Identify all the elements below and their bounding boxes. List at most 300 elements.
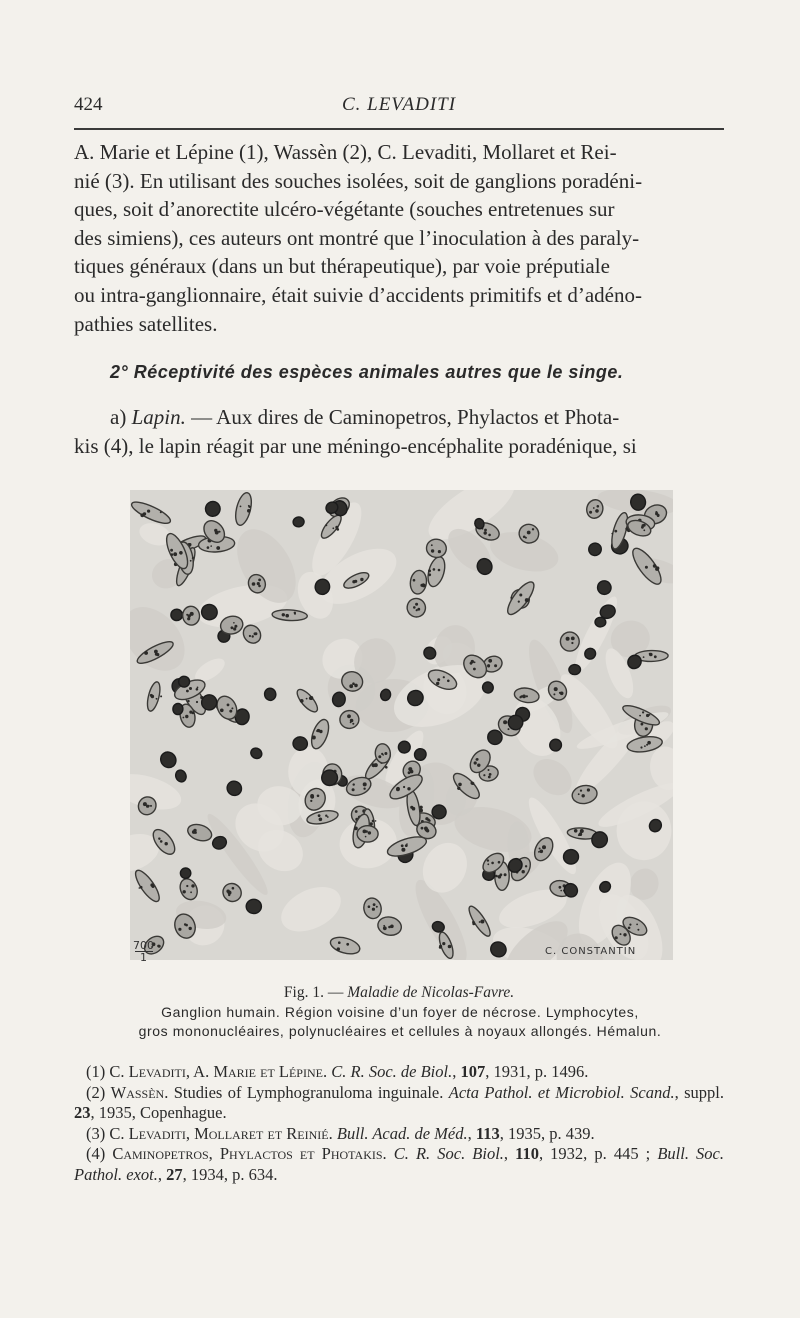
- chromatin-dot: [196, 701, 198, 703]
- chromatin-dot: [649, 714, 651, 716]
- chromatin-dot: [419, 806, 422, 809]
- chromatin-dot: [375, 820, 377, 822]
- chromatin-dot: [372, 820, 375, 823]
- chromatin-dot: [310, 795, 314, 799]
- chromatin-dot: [539, 848, 541, 850]
- footnote-title: Studies of Lymphogranuloma inguinale.: [168, 1082, 449, 1102]
- chromatin-dot: [374, 763, 378, 767]
- chromatin-dot: [403, 786, 405, 788]
- chromatin-dot: [147, 510, 150, 513]
- chromatin-dot: [178, 928, 181, 931]
- chromatin-dot: [355, 810, 358, 813]
- footnote-authors: Caminopetros, Phylactos et Photakis.: [112, 1144, 387, 1163]
- chromatin-dot: [480, 920, 484, 924]
- chromatin-dot: [526, 695, 528, 697]
- chromatin-dot: [479, 921, 481, 923]
- chromatin-dot: [431, 544, 433, 546]
- chromatin-dot: [312, 736, 316, 740]
- running-head: [74, 94, 724, 118]
- magnification-numerator: 700: [133, 939, 154, 952]
- chromatin-dot: [332, 527, 334, 529]
- footnote-volume: 113: [475, 1123, 500, 1143]
- chromatin-dot: [421, 827, 424, 830]
- cell-nucleus: [560, 632, 580, 652]
- chromatin-dot: [488, 534, 491, 537]
- chromatin-dot: [645, 727, 648, 730]
- chromatin-dot: [216, 546, 220, 550]
- chromatin-dot: [171, 553, 174, 556]
- chromatin-dot: [473, 668, 476, 671]
- chromatin-dot: [611, 533, 613, 535]
- footnote-volume: 27: [166, 1164, 183, 1184]
- chromatin-dot: [139, 887, 141, 889]
- histology-figure: [130, 490, 673, 960]
- chromatin-dot: [144, 651, 148, 655]
- chromatin-dot: [360, 578, 363, 581]
- chromatin-dot: [189, 927, 192, 930]
- chromatin-dot: [636, 924, 638, 926]
- chromatin-dot: [640, 746, 642, 748]
- chromatin-dot: [428, 569, 431, 572]
- chromatin-dot: [488, 769, 490, 771]
- chromatin-dot: [233, 627, 236, 630]
- chromatin-dot: [325, 524, 327, 526]
- chromatin-dot: [282, 613, 285, 616]
- chromatin-dot: [396, 788, 400, 792]
- chromatin-dot: [644, 745, 646, 747]
- chromatin-dot: [376, 906, 378, 908]
- text-line: A. Marie et Lépine (1), Wassèn (2), C. Levaditi, Mollaret et Rei-: [74, 140, 617, 164]
- chromatin-dot: [189, 687, 192, 690]
- chromatin-dot: [384, 752, 387, 755]
- chromatin-dot: [641, 723, 644, 726]
- chromatin-dot: [160, 695, 162, 697]
- chromatin-dot: [365, 830, 368, 833]
- chromatin-dot: [580, 829, 584, 833]
- chromatin-dot: [641, 526, 644, 529]
- chromatin-dot: [582, 794, 585, 797]
- chromatin-dot: [472, 921, 475, 924]
- chromatin-dot: [363, 788, 365, 790]
- chromatin-dot: [615, 936, 618, 939]
- caption-line: Ganglion humain. Région voisine d’un foyer de nécrose. Lymphocytes,: [161, 1004, 639, 1020]
- chromatin-dot: [234, 625, 237, 628]
- chromatin-dot: [294, 613, 296, 615]
- text-line: kis (4), le lapin réagit par une méningo-encéphalite poradénique, si: [74, 433, 637, 458]
- chromatin-dot: [390, 925, 394, 929]
- chromatin-dot: [540, 850, 544, 854]
- footnote-volume: 107: [460, 1062, 486, 1081]
- chromatin-dot: [527, 531, 531, 535]
- chromatin-dot: [220, 709, 224, 713]
- chromatin-dot: [571, 642, 573, 644]
- chromatin-dot: [503, 720, 507, 724]
- chromatin-dot: [488, 776, 491, 779]
- footnote-3: (3) C. Levaditi, Mollaret et Reinié. Bull. Acad. de Méd., 113, 1935, p. 439.: [86, 1123, 595, 1143]
- cell-nucleus: [292, 516, 304, 527]
- chromatin-dot: [365, 836, 367, 838]
- chromatin-dot: [508, 728, 510, 730]
- chromatin-dot: [425, 828, 429, 832]
- chromatin-dot: [645, 566, 648, 569]
- chromatin-dot: [183, 890, 186, 893]
- chromatin-dot: [419, 809, 423, 813]
- chromatin-dot: [183, 717, 185, 719]
- chromatin-dot: [401, 844, 404, 847]
- cell-nucleus: [563, 849, 579, 864]
- chromatin-dot: [354, 827, 358, 831]
- footnote-4: (4) Caminopetros, Phylactos et Photakis. C. R. Soc. Biol., 110, 1932, p. 445 ; Bull. Soc. Pathol. exot., 27, 1934, p. 634.: [74, 1144, 724, 1184]
- chromatin-dot: [593, 507, 595, 509]
- chromatin-dot: [442, 942, 445, 945]
- chromatin-dot: [614, 530, 617, 533]
- chromatin-dot: [538, 851, 540, 853]
- chromatin-dot: [476, 758, 478, 760]
- artist-signature: C. CONSTANTIN: [545, 946, 637, 957]
- chromatin-dot: [643, 656, 645, 658]
- chromatin-dot: [240, 506, 242, 508]
- chromatin-dot: [327, 816, 329, 818]
- chromatin-dot: [439, 945, 442, 948]
- chromatin-dot: [370, 822, 373, 825]
- chromatin-dot: [458, 783, 462, 787]
- chromatin-dot: [248, 505, 250, 507]
- chromatin-dot: [643, 529, 645, 531]
- magnification-mark: [133, 940, 154, 963]
- text-line: ques, soit d’anorectite ulcéro-végétante (souches entretenues sur: [74, 197, 615, 222]
- chromatin-dot: [447, 680, 450, 683]
- footnote-journal: C. R. Soc. Biol.: [386, 1144, 504, 1163]
- chromatin-dot: [525, 865, 527, 867]
- text-line: tiques généraux (dans un but thérapeutique), par voie préputiale: [74, 254, 610, 279]
- chromatin-dot: [553, 693, 555, 695]
- chromatin-dot: [578, 834, 580, 836]
- chromatin-dot: [227, 704, 230, 707]
- chromatin-dot: [522, 695, 526, 699]
- item-label: a): [110, 405, 132, 429]
- chromatin-dot: [186, 885, 188, 887]
- chromatin-dot: [559, 886, 562, 889]
- chromatin-dot: [637, 929, 639, 931]
- chromatin-dot: [448, 945, 452, 949]
- chromatin-dot: [587, 788, 590, 791]
- chromatin-dot: [422, 583, 424, 585]
- chromatin-dot: [656, 566, 660, 570]
- chromatin-dot: [437, 678, 440, 681]
- chromatin-dot: [589, 511, 592, 514]
- chromatin-dot: [317, 795, 320, 798]
- chromatin-dot: [189, 711, 192, 714]
- chromatin-dot: [353, 783, 355, 785]
- chromatin-dot: [186, 690, 189, 693]
- chromatin-dot: [247, 509, 251, 513]
- footnote-rest: , 1934, p. 634.: [182, 1164, 278, 1184]
- chromatin-dot: [417, 608, 420, 611]
- footnote-number: (4): [86, 1144, 113, 1163]
- chromatin-dot: [146, 805, 149, 808]
- chromatin-dot: [436, 682, 439, 685]
- footnote-authors: Wassèn.: [110, 1082, 169, 1102]
- footnote-journal: Acta Pathol. et Microbiol. Scand.: [448, 1082, 675, 1102]
- footnote-journal: Bull. Soc. Pathol. exot.: [74, 1144, 724, 1184]
- chromatin-dot: [425, 817, 428, 820]
- text-line: nié (3). En utilisant des souches isolées, soit de ganglions poradéni-: [74, 168, 643, 193]
- page-number: 424: [74, 94, 103, 115]
- chromatin-dot: [438, 550, 441, 553]
- chromatin-dot: [226, 890, 229, 893]
- running-title: C. LEVADITI: [341, 94, 457, 115]
- chromatin-dot: [471, 782, 474, 785]
- section-heading: 2° Réceptivité des espèces animales autres que le singe.: [110, 362, 624, 382]
- chromatin-dot: [160, 840, 163, 843]
- chromatin-dot: [443, 676, 445, 678]
- chromatin-dot: [383, 926, 387, 930]
- cell-nucleus: [180, 867, 192, 879]
- chromatin-dot: [170, 549, 173, 552]
- chromatin-dot: [152, 885, 155, 888]
- footnotes: [74, 1062, 724, 1185]
- item-title: Lapin.: [131, 405, 186, 429]
- cell-nucleus: [569, 664, 581, 675]
- chromatin-dot: [495, 875, 498, 878]
- footnote-journal: C. R. Soc. de Biol.: [327, 1062, 453, 1081]
- chromatin-dot: [372, 908, 375, 911]
- chromatin-dot: [191, 884, 194, 887]
- chromatin-dot: [300, 699, 304, 703]
- chromatin-dot: [165, 842, 168, 845]
- footnote-text: , 1932, p. 445 ;: [538, 1144, 658, 1163]
- chromatin-dot: [207, 546, 210, 549]
- magnification-denominator: 1: [140, 951, 147, 964]
- chromatin-dot: [522, 870, 525, 873]
- chromatin-dot: [532, 528, 534, 530]
- chromatin-dot: [401, 848, 405, 852]
- chromatin-dot: [150, 805, 152, 807]
- chromatin-dot: [179, 551, 183, 555]
- chromatin-dot: [597, 505, 600, 508]
- footnote-number: (3): [86, 1123, 110, 1143]
- paragraph-continuation: [74, 138, 724, 338]
- footnote-text: , suppl.: [674, 1082, 724, 1102]
- chromatin-dot: [368, 905, 371, 908]
- header-rule: [74, 128, 724, 130]
- chromatin-dot: [519, 594, 522, 597]
- chromatin-dot: [571, 637, 575, 641]
- chromatin-dot: [381, 753, 383, 755]
- chromatin-dot: [317, 729, 320, 732]
- chromatin-dot: [346, 943, 349, 946]
- chromatin-dot: [285, 614, 289, 618]
- chromatin-dot: [160, 511, 162, 513]
- chromatin-dot: [409, 768, 412, 771]
- text-span: — Aux dires de Caminopetros, Phylactos et Phota-: [185, 405, 620, 429]
- chromatin-dot: [196, 688, 199, 691]
- cell-nucleus: [171, 609, 183, 621]
- chromatin-dot: [487, 665, 490, 668]
- text-line: [74, 403, 724, 432]
- chromatin-dot: [483, 774, 485, 776]
- chromatin-dot: [349, 684, 353, 688]
- chromatin-dot: [649, 653, 653, 657]
- chromatin-dot: [647, 741, 651, 745]
- chromatin-dot: [338, 942, 340, 944]
- chromatin-dot: [407, 787, 410, 790]
- chromatin-dot: [354, 684, 358, 688]
- cell-nucleus: [173, 703, 184, 715]
- chromatin-dot: [629, 924, 631, 926]
- chromatin-dot: [319, 818, 323, 822]
- chromatin-dot: [408, 771, 411, 774]
- chromatin-dot: [457, 787, 460, 790]
- chromatin-dot: [518, 601, 520, 603]
- chromatin-dot: [318, 814, 321, 817]
- chromatin-dot: [488, 659, 492, 663]
- cell-nucleus: [322, 770, 338, 785]
- chromatin-dot: [254, 632, 257, 635]
- text-line: des simiens), ces auteurs ont montré que l’inoculation à des paraly-: [74, 225, 640, 250]
- chromatin-dot: [654, 655, 657, 658]
- chromatin-dot: [232, 887, 235, 890]
- chromatin-dot: [428, 573, 431, 576]
- chromatin-dot: [373, 903, 376, 906]
- chromatin-dot: [158, 945, 161, 948]
- chromatin-dot: [595, 509, 599, 513]
- chromatin-dot: [231, 707, 233, 709]
- chromatin-dot: [510, 597, 512, 599]
- chromatin-dot: [646, 744, 648, 746]
- chromatin-dot: [190, 560, 192, 562]
- footnote-authors: C. Levaditi, A. Marie et Lépine.: [109, 1062, 328, 1081]
- text-line: pathies satellites.: [74, 311, 218, 336]
- chromatin-dot: [406, 843, 408, 845]
- footnote-journal: Bull. Acad. de Méd.: [332, 1123, 468, 1143]
- footnote-volume: 110: [515, 1144, 539, 1163]
- chromatin-dot: [574, 829, 578, 833]
- chromatin-dot: [252, 582, 256, 586]
- chromatin-dot: [187, 617, 190, 620]
- chromatin-dot: [219, 531, 221, 533]
- chromatin-dot: [140, 513, 144, 517]
- chromatin-dot: [194, 831, 196, 833]
- chromatin-dot: [337, 528, 340, 531]
- chromatin-dot: [154, 650, 158, 654]
- chromatin-dot: [210, 545, 212, 547]
- chromatin-dot: [350, 719, 354, 723]
- chromatin-dot: [525, 598, 529, 602]
- cell-nucleus: [246, 899, 261, 913]
- chromatin-dot: [477, 764, 480, 767]
- chromatin-dot: [655, 511, 657, 513]
- chromatin-dot: [197, 687, 199, 689]
- footnote-2: [74, 1083, 724, 1124]
- chromatin-dot: [306, 698, 308, 700]
- chromatin-dot: [184, 923, 186, 925]
- chromatin-dot: [337, 947, 340, 950]
- footnote-rest: , 1931, p. 1496.: [485, 1062, 589, 1081]
- chromatin-dot: [187, 700, 189, 702]
- caption-label: Fig. 1. —: [283, 984, 348, 1001]
- caption-title: Maladie de Nicolas-Favre.: [347, 984, 515, 1001]
- footnote-number: (1): [86, 1062, 110, 1081]
- chromatin-dot: [150, 694, 153, 697]
- chromatin-dot: [653, 564, 657, 568]
- chromatin-dot: [474, 761, 477, 764]
- chromatin-dot: [578, 793, 580, 795]
- chromatin-dot: [489, 773, 492, 776]
- chromatin-dot: [428, 820, 430, 822]
- chromatin-dot: [229, 710, 232, 713]
- chromatin-dot: [519, 696, 521, 698]
- chromatin-dot: [231, 626, 234, 629]
- chromatin-dot: [484, 531, 487, 534]
- paragraph-lapin: [74, 403, 724, 460]
- figure-caption: [90, 1003, 710, 1041]
- chromatin-dot: [156, 698, 158, 700]
- caption-line: gros mononucléaires, polynucléaires et cellules à noyaux allongés. Hémalun.: [138, 1023, 662, 1039]
- chromatin-dot: [352, 723, 354, 725]
- chromatin-dot: [249, 635, 251, 637]
- chromatin-dot: [352, 788, 355, 791]
- chromatin-dot: [525, 537, 527, 539]
- chromatin-dot: [412, 807, 416, 811]
- chromatin-dot: [309, 697, 312, 700]
- chromatin-dot: [500, 873, 503, 876]
- chromatin-dot: [214, 529, 217, 532]
- footnote-rest: , 1935, p. 439.: [499, 1123, 595, 1143]
- chromatin-dot: [487, 859, 489, 861]
- chromatin-dot: [628, 927, 631, 930]
- chromatin-dot: [185, 715, 188, 718]
- chromatin-dot: [433, 568, 436, 571]
- chromatin-dot: [498, 861, 501, 864]
- chromatin-dot: [140, 886, 143, 889]
- chromatin-dot: [188, 614, 191, 617]
- chromatin-dot: [310, 800, 312, 802]
- chromatin-dot: [554, 687, 558, 691]
- chromatin-dot: [363, 782, 367, 786]
- chromatin-dot: [494, 664, 497, 667]
- text-line: ou intra-ganglionnaire, était suivie d’accidents primitifs et d’adéno-: [74, 282, 642, 307]
- chromatin-dot: [504, 873, 507, 876]
- chromatin-dot: [385, 766, 388, 769]
- chromatin-dot: [368, 831, 371, 834]
- chromatin-dot: [156, 653, 159, 656]
- footnote-volume: 23: [74, 1103, 91, 1122]
- chromatin-dot: [173, 552, 177, 556]
- chromatin-dot: [252, 635, 254, 637]
- chromatin-dot: [580, 790, 582, 792]
- footnote-number: (2): [86, 1082, 111, 1102]
- chromatin-dot: [190, 891, 192, 893]
- footnote-authors: C. Levaditi, Mollaret et Reinié.: [109, 1123, 333, 1143]
- chromatin-dot: [415, 603, 418, 606]
- chromatin-dot: [560, 692, 564, 696]
- chromatin-dot: [233, 622, 235, 624]
- chromatin-dot: [413, 579, 416, 582]
- chromatin-dot: [566, 637, 570, 641]
- chromatin-dot: [623, 933, 626, 936]
- chromatin-dot: [438, 569, 441, 572]
- chromatin-dot: [484, 529, 487, 532]
- chromatin-dot: [642, 711, 644, 713]
- chromatin-dot: [560, 890, 562, 892]
- chromatin-dot: [639, 715, 641, 717]
- footnote-rest: , 1935, Copenhague.: [90, 1103, 227, 1122]
- chromatin-dot: [257, 582, 260, 585]
- chromatin-dot: [542, 845, 546, 849]
- chromatin-dot: [620, 933, 622, 935]
- cell-nucleus: [357, 826, 378, 842]
